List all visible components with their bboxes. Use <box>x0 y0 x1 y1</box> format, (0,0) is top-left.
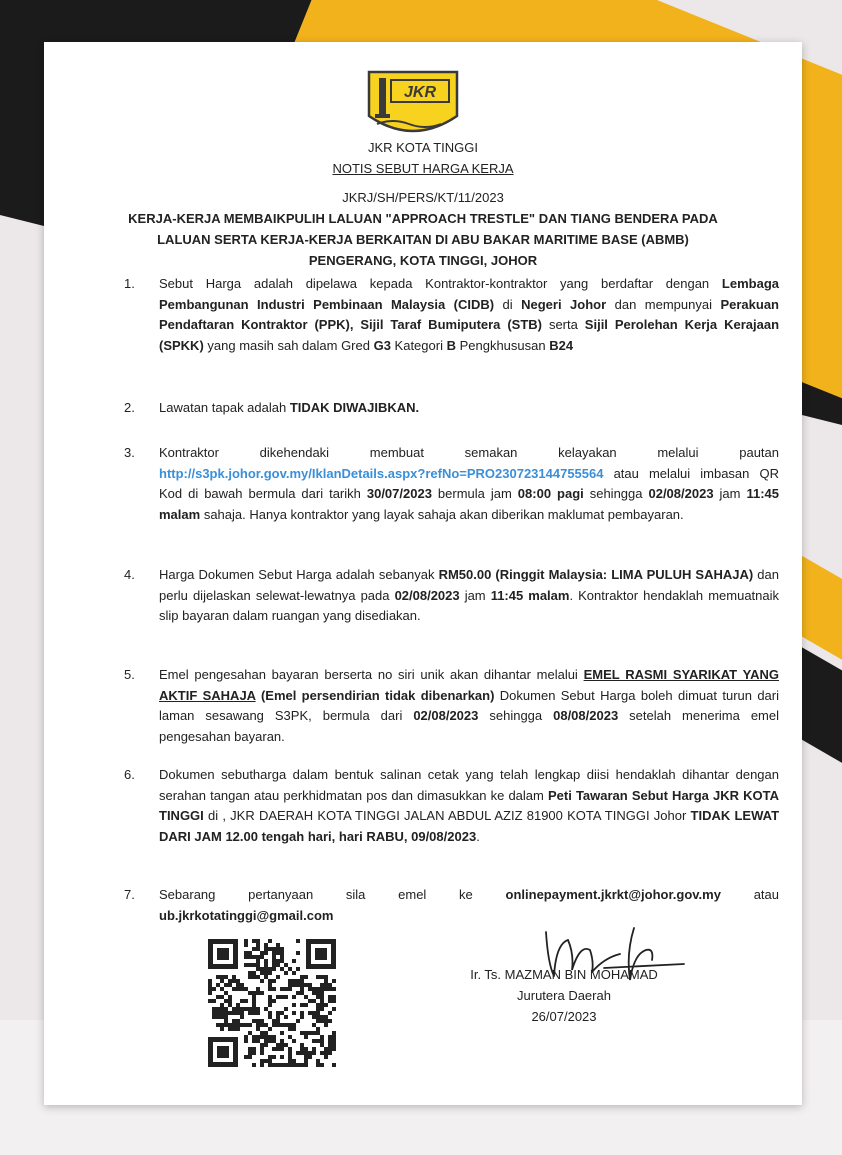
item-text: Sebut Harga adalah dipelawa kepada Kontraktor-kontraktor yang berdaftar dengan Lembaga Pembangunan Industri Pembinaan Malaysia (CIDB) di Negeri Johor dan mempunyai Perakuan Pendaftaran Kontraktor (PPK), Sijil Taraf Bumiputera (STB) serta Sijil Perolehan Kerja Kerajaan (SPKK) yang masih sah dalam Gred G3 Kategori B Pengkhususan B24 <box>159 276 780 353</box>
item-text: Sebarang pertanyaan sila emel ke onlinepayment.jkrkt@johor.gov.my atau ub.jkrkotatinggi@gmail.com <box>159 887 779 923</box>
item-text: Dokumen sebutharga dalam bentuk salinan cetak yang telah lengkap diisi hendaklah dihantar dengan serahan tangan atau perkhidmatan pos dan dimasukkan ke dalam Peti Tawaran Sebut Harga JKR KOTA TINGGI di , JKR DAERAH KOTA TINGGI JALAN ABDUL AZIZ 81900 KOTA TINGGI Johor TIDAK LEWAT DARI JAM 12.00 tengah hari, hari RABU, 09/08/2023. <box>159 767 780 844</box>
item-number: 3. <box>124 445 135 460</box>
jkr-logo <box>363 68 463 140</box>
project-title-line: KERJA-KERJA MEMBAIKPULIH LALUAN "APPROACH TRESTLE" DAN TIANG BENDERA PADA <box>128 211 718 226</box>
email-address: ub.jkrkotatinggi@gmail.com <box>159 907 334 923</box>
logo-text: JKR <box>403 84 437 101</box>
project-title-line: LALUAN SERTA KERJA-KERJA BERKAITAN DI ABU BAKAR MARITIME BASE (ABMB) <box>157 232 689 247</box>
item-number: 2. <box>124 400 135 415</box>
item-number: 5. <box>124 667 135 682</box>
email-address: onlinepayment.jkrkt@johor.gov.my <box>505 887 721 902</box>
item-number: 6. <box>124 767 135 782</box>
item-number: 4. <box>124 567 135 582</box>
item-number: 1. <box>124 276 135 291</box>
qr-code[interactable] <box>206 937 338 1069</box>
office-name: JKR KOTA TINGGI <box>367 140 479 155</box>
project-title <box>44 208 802 271</box>
item-text: Harga Dokumen Sebut Harga adalah sebanyak RM50.00 (Ringgit Malaysia: LIMA PULUH SAHAJA) dan perlu dijelaskan selewat-lewatnya pada 02/08/2023 jam 11:45 malam. Kontraktor hendaklah memuatnaik slip bayaran dalam ruangan yang disediakan. <box>159 567 780 623</box>
reference-number: JKRJ/SH/PERS/KT/11/2023 <box>342 190 504 205</box>
item-text: Lawatan tapak adalah TIDAK DIWAJIBKAN. <box>159 400 420 415</box>
s3pk-link[interactable]: http://s3pk.johor.gov.my/IklanDetails.aspx?refNo=PRO230723144755564 <box>159 465 604 481</box>
item-text: Kontraktor dikehendaki membuat semakan kelayakan melalui pautan http://s3pk.johor.gov.my/IklanDetails.aspx?refNo=PRO230723144755564 atau melalui imbasan QR Kod di bawah bermula dari tarikh 30/07/2023 bermula jam 08:00 pagi sehingga 02/08/2023 jam 11:45 malam sahaja. Hanya kontraktor yang layak sahaja akan diberikan maklumat pembayaran. <box>159 445 780 522</box>
signature-date: 26/07/2023 <box>531 1009 597 1024</box>
item-number: 7. <box>124 887 135 902</box>
project-title-line: PENGERANG, KOTA TINGGI, JOHOR <box>308 253 538 268</box>
notice-document <box>44 42 802 1105</box>
signatory-name: Ir. Ts. MAZMAN BIN MOHAMAD <box>470 967 658 982</box>
notice-title: NOTIS SEBUT HARGA KERJA <box>332 161 514 176</box>
item-text: Emel pengesahan bayaran berserta no siri unik akan dihantar melalui EMEL RASMI SYARIKAT YANG AKTIF SAHAJA (Emel persendirian tidak dibenarkan) Dokumen Sebut Harga boleh dimuat turun dari laman sesawang S3PK, bermula dari 02/08/2023 sehingga 08/08/2023 setelah menerima emel pengesahan bayaran. <box>159 667 780 744</box>
signatory-position: Jurutera Daerah <box>517 988 611 1003</box>
signatory-block <box>464 964 664 1027</box>
